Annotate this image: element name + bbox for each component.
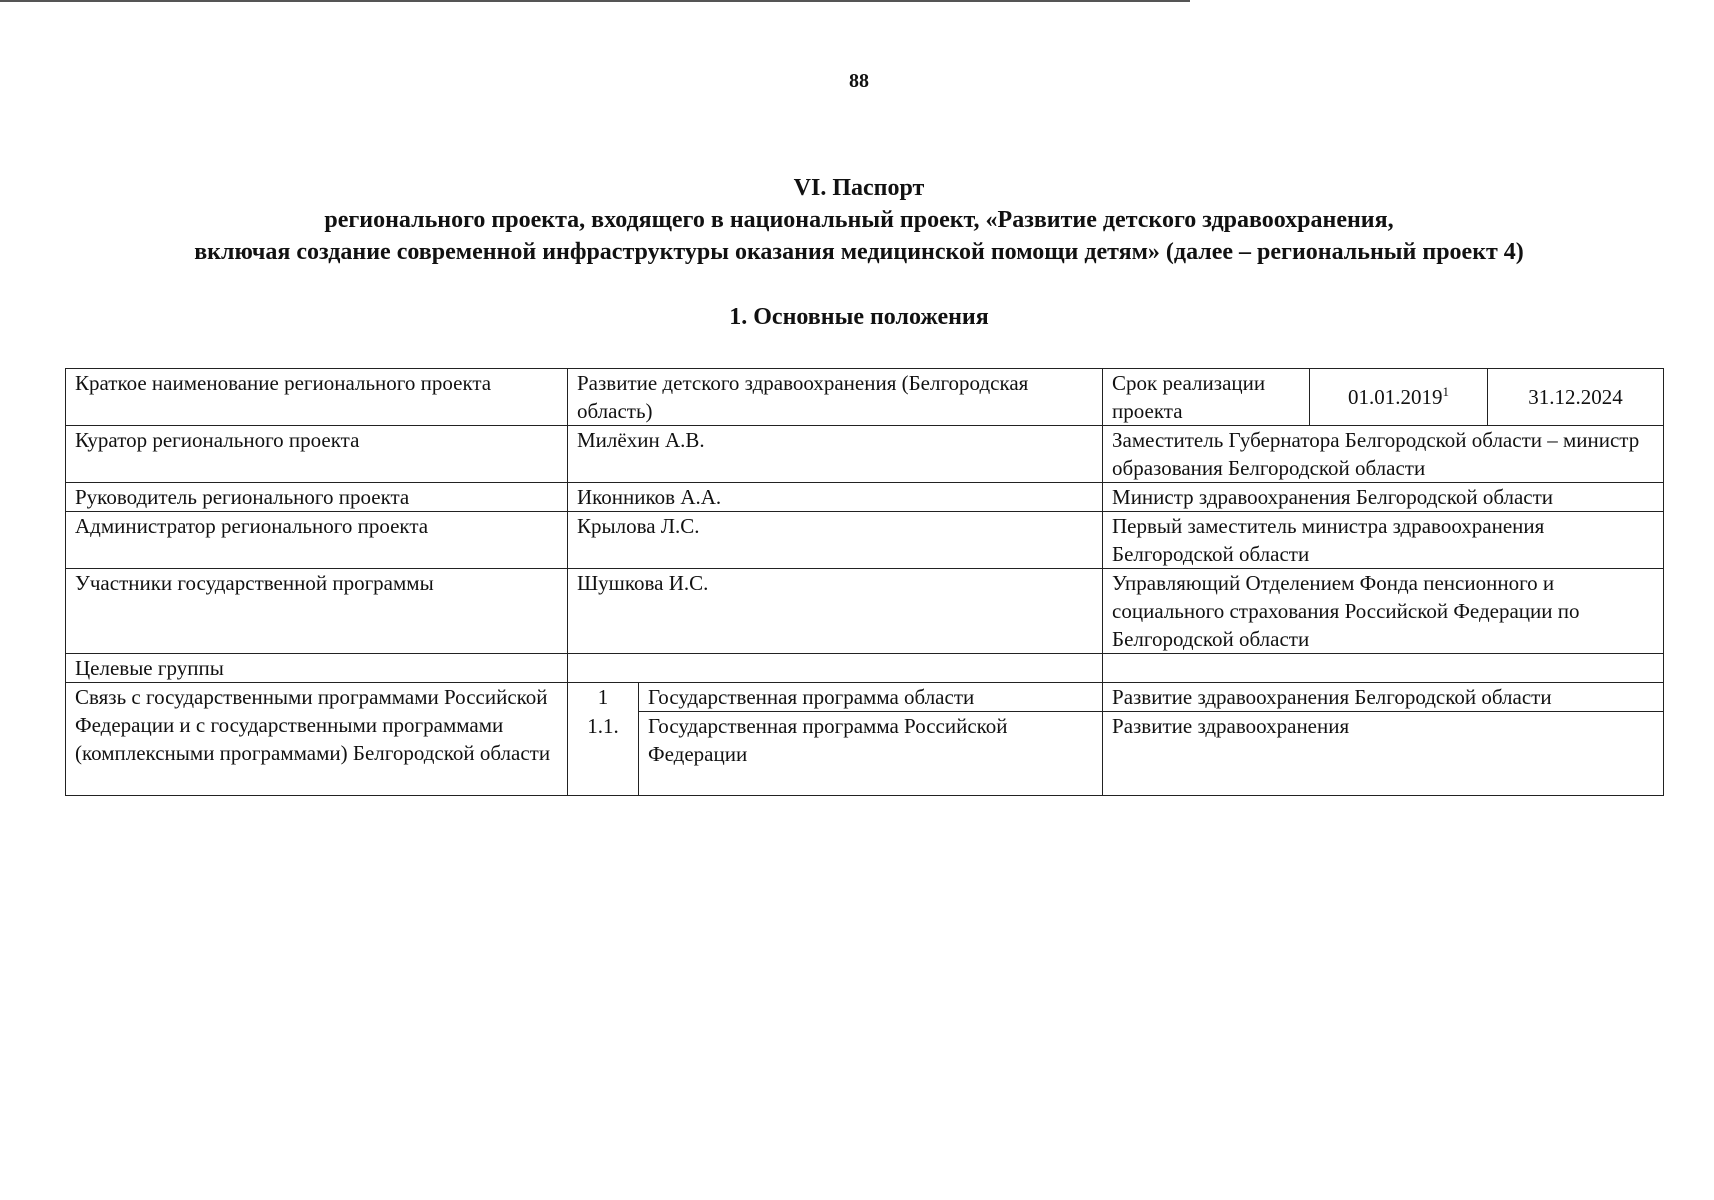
cell-programs-link-label: Связь с государственными программами Российской Федерации и с государственными программами (комплексными программами) Белгородской области [66, 683, 568, 796]
cell-participants-person: Шушкова И.С. [568, 569, 1103, 654]
cell-program-number: 1.1. [568, 712, 639, 796]
cell-head-label: Руководитель регионального проекта [66, 483, 568, 512]
cell-short-name-label: Краткое наименование регионального проекта [66, 369, 568, 426]
cell-program-name: Развитие здравоохранения Белгородской области [1103, 683, 1664, 712]
cell-program-name: Развитие здравоохранения [1103, 712, 1664, 796]
table-row-short-name [66, 369, 1664, 426]
table-row-head [66, 483, 1664, 512]
cell-participants-label: Участники государственной программы [66, 569, 568, 654]
table-row-administrator [66, 512, 1664, 569]
cell-program-type: Государственная программа Российской Федерации [639, 712, 1103, 796]
start-date-text: 01.01.2019 [1348, 385, 1443, 409]
table-row-participants [66, 569, 1664, 654]
cell-participants-position: Управляющий Отделением Фонда пенсионного и социального страхования Российской Федерации по Белгородской области [1103, 569, 1664, 654]
cell-target-groups-value [568, 654, 1103, 683]
cell-program-number: 1 [568, 683, 639, 712]
cell-end-date: 31.12.2024 [1488, 369, 1664, 426]
cell-administrator-person: Крылова Л.С. [568, 512, 1103, 569]
passport-table [65, 368, 1664, 796]
cell-curator-position: Заместитель Губернатора Белгородской области – министр образования Белгородской области [1103, 426, 1664, 483]
section-title: 1. Основные положения [729, 304, 989, 330]
cell-curator-label: Куратор регионального проекта [66, 426, 568, 483]
cell-head-position: Министр здравоохранения Белгородской области [1103, 483, 1664, 512]
cell-program-type: Государственная программа области [639, 683, 1103, 712]
cell-curator-person: Милёхин А.В. [568, 426, 1103, 483]
heading-line-1: VI. Паспорт [793, 175, 925, 201]
page-number: 88 [849, 70, 869, 92]
scan-edge-line [0, 0, 1190, 2]
table-row-programs-link [66, 683, 1664, 712]
cell-start-date [1310, 369, 1488, 426]
cell-target-groups-label: Целевые группы [66, 654, 568, 683]
heading-line-2: регионального проекта, входящего в национальный проект, «Развитие детского здравоохранения, [324, 207, 1394, 233]
table-row-curator [66, 426, 1664, 483]
cell-short-name-value: Развитие детского здравоохранения (Белгородская область) [568, 369, 1103, 426]
cell-administrator-label: Администратор регионального проекта [66, 512, 568, 569]
cell-target-groups-extra [1103, 654, 1664, 683]
document-heading [0, 172, 1714, 268]
start-date-footnote: 1 [1442, 384, 1450, 399]
heading-line-3: включая создание современной инфраструктуры оказания медицинской помощи детям» (далее – региональный проект 4) [194, 239, 1524, 265]
cell-head-person: Иконников А.А. [568, 483, 1103, 512]
cell-term-label: Срок реализации проекта [1103, 369, 1310, 426]
cell-administrator-position: Первый заместитель министра здравоохранения Белгородской области [1103, 512, 1664, 569]
table-row-target-groups [66, 654, 1664, 683]
